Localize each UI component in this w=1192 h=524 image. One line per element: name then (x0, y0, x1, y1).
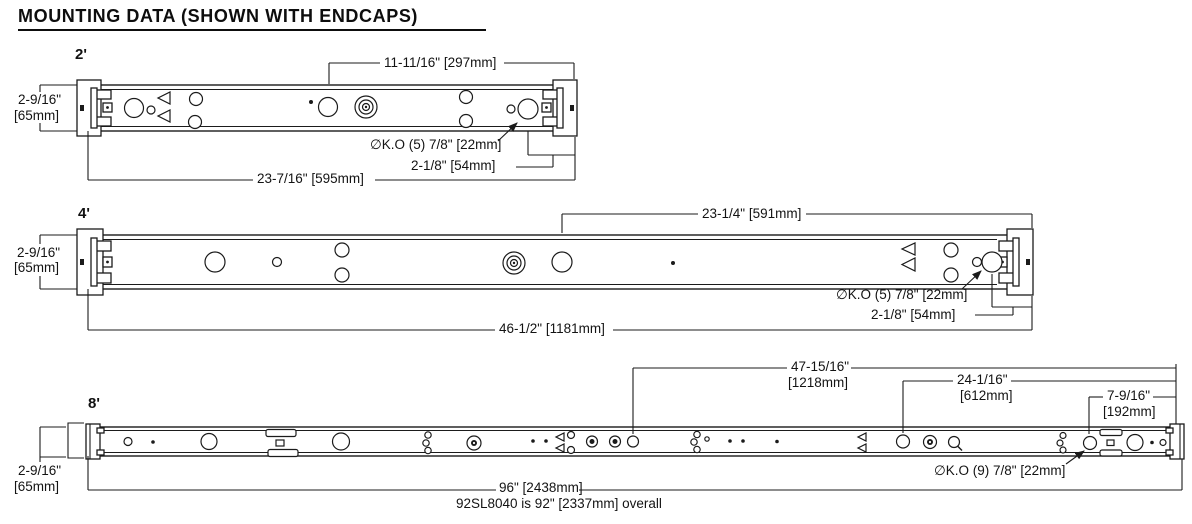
page-title: MOUNTING DATA (SHOWN WITH ENDCAPS) (18, 6, 419, 26)
section-label-8ft: 8' (88, 395, 100, 412)
mount-bracket-8ft (68, 423, 84, 458)
endcap-right-4ft (998, 229, 1033, 295)
dim-2ft-overall: 23-7/16" [595mm] (257, 171, 364, 186)
dim-4ft-center-to-end: 23-1/4" [591mm] (702, 206, 802, 221)
endcap-left-8ft (86, 424, 104, 459)
fixture-4ft-drawing (77, 229, 1033, 295)
dim-8ft-height-in: 2-9/16" (18, 463, 62, 478)
endcap-right-2ft (542, 80, 577, 136)
dim-2ft-center-to-end: 11-11/16" [297mm] (384, 55, 497, 70)
dim-2ft-height-mm: [65mm] (14, 108, 60, 123)
dim-4ft-knockout: ∅K.O (5) 7/8" [22mm] (836, 287, 968, 302)
endcap-right-8ft (1166, 424, 1184, 459)
dim-4ft-height-in: 2-9/16" (17, 245, 61, 260)
holes-2ft (125, 91, 539, 129)
note-8ft-overall: 92SL8040 is 92" [2337mm] overall (456, 496, 662, 511)
fixture-8ft-drawing (68, 423, 1184, 459)
dim-8ft-b-mm: [612mm] (960, 388, 1013, 403)
dim-4ft-height-mm: [65mm] (14, 260, 60, 275)
dim-8ft-height-mm: [65mm] (14, 479, 60, 494)
dim-8ft-a-mm: [1218mm] (788, 375, 849, 390)
dim-8ft-c-mm: [192mm] (1103, 404, 1156, 419)
endcap-left-2ft (77, 80, 112, 136)
dim-8ft-overall: 96" [2438mm] (499, 480, 583, 495)
fixture-2ft-drawing (77, 80, 577, 136)
dim-4ft-overall: 46-1/2" [1181mm] (499, 321, 605, 336)
section-label-2ft: 2' (75, 46, 87, 63)
dim-2ft-height-in: 2-9/16" (18, 92, 62, 107)
dim-8ft-b-in: 24-1/16" (957, 372, 1008, 387)
dim-8ft-knockout: ∅K.O (9) 7/8" [22mm] (934, 463, 1066, 478)
dim-8ft-a-in: 47-15/16" (791, 359, 850, 374)
dim-4ft-ko-offset: 2-1/8" [54mm] (871, 307, 956, 322)
dim-2ft-knockout: ∅K.O (5) 7/8" [22mm] (370, 137, 502, 152)
endcap-left-4ft (77, 229, 112, 295)
section-label-4ft: 4' (78, 205, 90, 222)
dim-2ft-ko-offset: 2-1/8" [54mm] (411, 158, 496, 173)
holes-4ft (205, 243, 1002, 282)
dim-8ft-c-in: 7-9/16" (1107, 388, 1151, 403)
